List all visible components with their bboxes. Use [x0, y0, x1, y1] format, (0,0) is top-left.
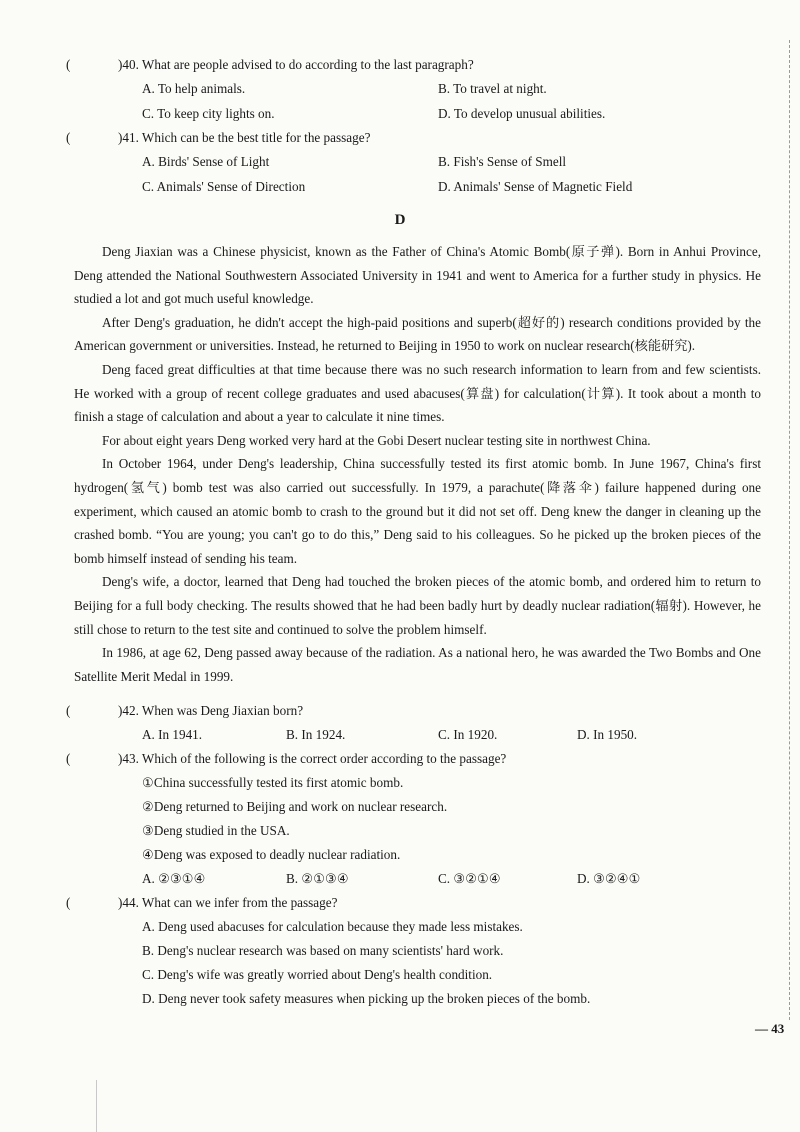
- option-d: D. Animals' Sense of Magnetic Field: [438, 179, 633, 194]
- binding-margin-line: [789, 40, 790, 1020]
- question-41: [66, 129, 370, 147]
- option-b: B. Deng's nuclear research was based on many scientists' hard work.: [142, 943, 504, 958]
- option-c: C. ③②①④: [438, 871, 501, 886]
- event-2: ②Deng returned to Beijing and work on nuclear research.: [142, 799, 448, 814]
- answer-blank-paren: (: [66, 130, 71, 145]
- option-c: C. To keep city lights on.: [142, 106, 275, 121]
- page-edge-line: [96, 1080, 97, 1132]
- event-3: ③Deng studied in the USA.: [142, 823, 290, 838]
- question-40: [66, 56, 474, 74]
- question-43: [66, 750, 506, 768]
- reading-passage: [74, 240, 761, 688]
- event-4: ④Deng was exposed to deadly nuclear radiation.: [142, 847, 401, 862]
- question-42: [66, 702, 303, 720]
- question-stem: )40. What are people advised to do according to the last paragraph?: [118, 57, 474, 72]
- option-a: A. Birds' Sense of Light: [142, 154, 270, 169]
- answer-blank-paren: (: [66, 751, 71, 766]
- passage-paragraph: In 1986, at age 62, Deng passed away because of the radiation. As a national hero, he was awarded the Two Bombs and One Satellite Merit Medal in 1999.: [74, 645, 761, 684]
- option-a: A. In 1941.: [142, 727, 203, 742]
- question-stem: )43. Which of the following is the correct order according to the passage?: [118, 751, 507, 766]
- answer-blank-paren: (: [66, 895, 71, 910]
- passage-paragraph: After Deng's graduation, he didn't accept the high-paid positions and superb(超好的) research conditions provided by the American government or universities. Instead, he returned to Beijing in 1950 to work on nuclear research(核能研究).: [74, 314, 761, 354]
- option-a: A. ②③①④: [142, 871, 206, 886]
- option-c: C. Deng's wife was greatly worried about Deng's health condition.: [142, 967, 493, 982]
- question-stem: )44. What can we infer from the passage?: [118, 895, 338, 910]
- option-b: B. In 1924.: [286, 727, 346, 742]
- passage-paragraph: Deng Jiaxian was a Chinese physicist, known as the Father of China's Atomic Bomb(原子弹). Born in Anhui Province, Deng attended the National Southwestern Associated University in 1941 and went to America for a further study in physics. He studied a lot and got much useful knowledge.: [74, 244, 761, 307]
- option-d: D. Deng never took safety measures when picking up the broken pieces of the bomb.: [142, 991, 591, 1006]
- passage-paragraph: Deng faced great difficulties at that time because there was no such research information to learn from and few scientists. He worked with a group of recent college graduates and used abacuses(算盘) for calculation(计算). It took about a month to finish a stage of calculation and about a year to calculate it nine times.: [74, 361, 761, 425]
- passage-paragraph: Deng's wife, a doctor, learned that Deng had touched the broken pieces of the atomic bomb, and ordered him to return to Beijing for a full body checking. The results showed that he had been badly hurt by deadly nuclear radiation(辐射). However, he still chose to return to the test site and continued to solve the problem himself.: [74, 574, 761, 637]
- passage-paragraph: For about eight years Deng worked very hard at the Gobi Desert nuclear testing site in northwest China.: [102, 432, 651, 448]
- passage-paragraph: In October 1964, under Deng's leadership, China successfully tested its first atomic bomb. In June 1967, China's first hydrogen(氢气) bomb test was also carried out successfully. In 1979, a parachute(降落伞) failure happened during one experiment, which caused an atomic bomb to crash to the ground but it did not set off. Deng knew the danger in cleaning up the crashed bomb. “You are young; you can't go to do this,” Deng said to his colleagues. So he picked up the broken pieces of the bomb himself instead of sending his team.: [74, 456, 761, 566]
- question-stem: )41. Which can be the best title for the passage?: [118, 130, 371, 145]
- option-d: D. To develop unusual abilities.: [438, 106, 606, 121]
- option-d: D. ③②④①: [577, 871, 641, 886]
- question-44: [66, 894, 337, 912]
- page-number: — 43: [755, 1021, 785, 1036]
- answer-blank-paren: (: [66, 57, 71, 72]
- option-b: B. To travel at night.: [438, 81, 547, 96]
- event-1: ①China successfully tested its first atomic bomb.: [142, 775, 404, 790]
- option-d: D. In 1950.: [577, 727, 638, 742]
- option-c: C. Animals' Sense of Direction: [142, 179, 306, 194]
- option-a: A. Deng used abacuses for calculation because they made less mistakes.: [142, 919, 523, 934]
- question-stem: )42. When was Deng Jiaxian born?: [118, 703, 304, 718]
- section-title: D: [394, 212, 406, 228]
- answer-blank-paren: (: [66, 703, 71, 718]
- option-c: C. In 1920.: [438, 727, 498, 742]
- option-a: A. To help animals.: [142, 81, 246, 96]
- option-b: B. Fish's Sense of Smell: [438, 154, 567, 169]
- option-b: B. ②①③④: [286, 871, 349, 886]
